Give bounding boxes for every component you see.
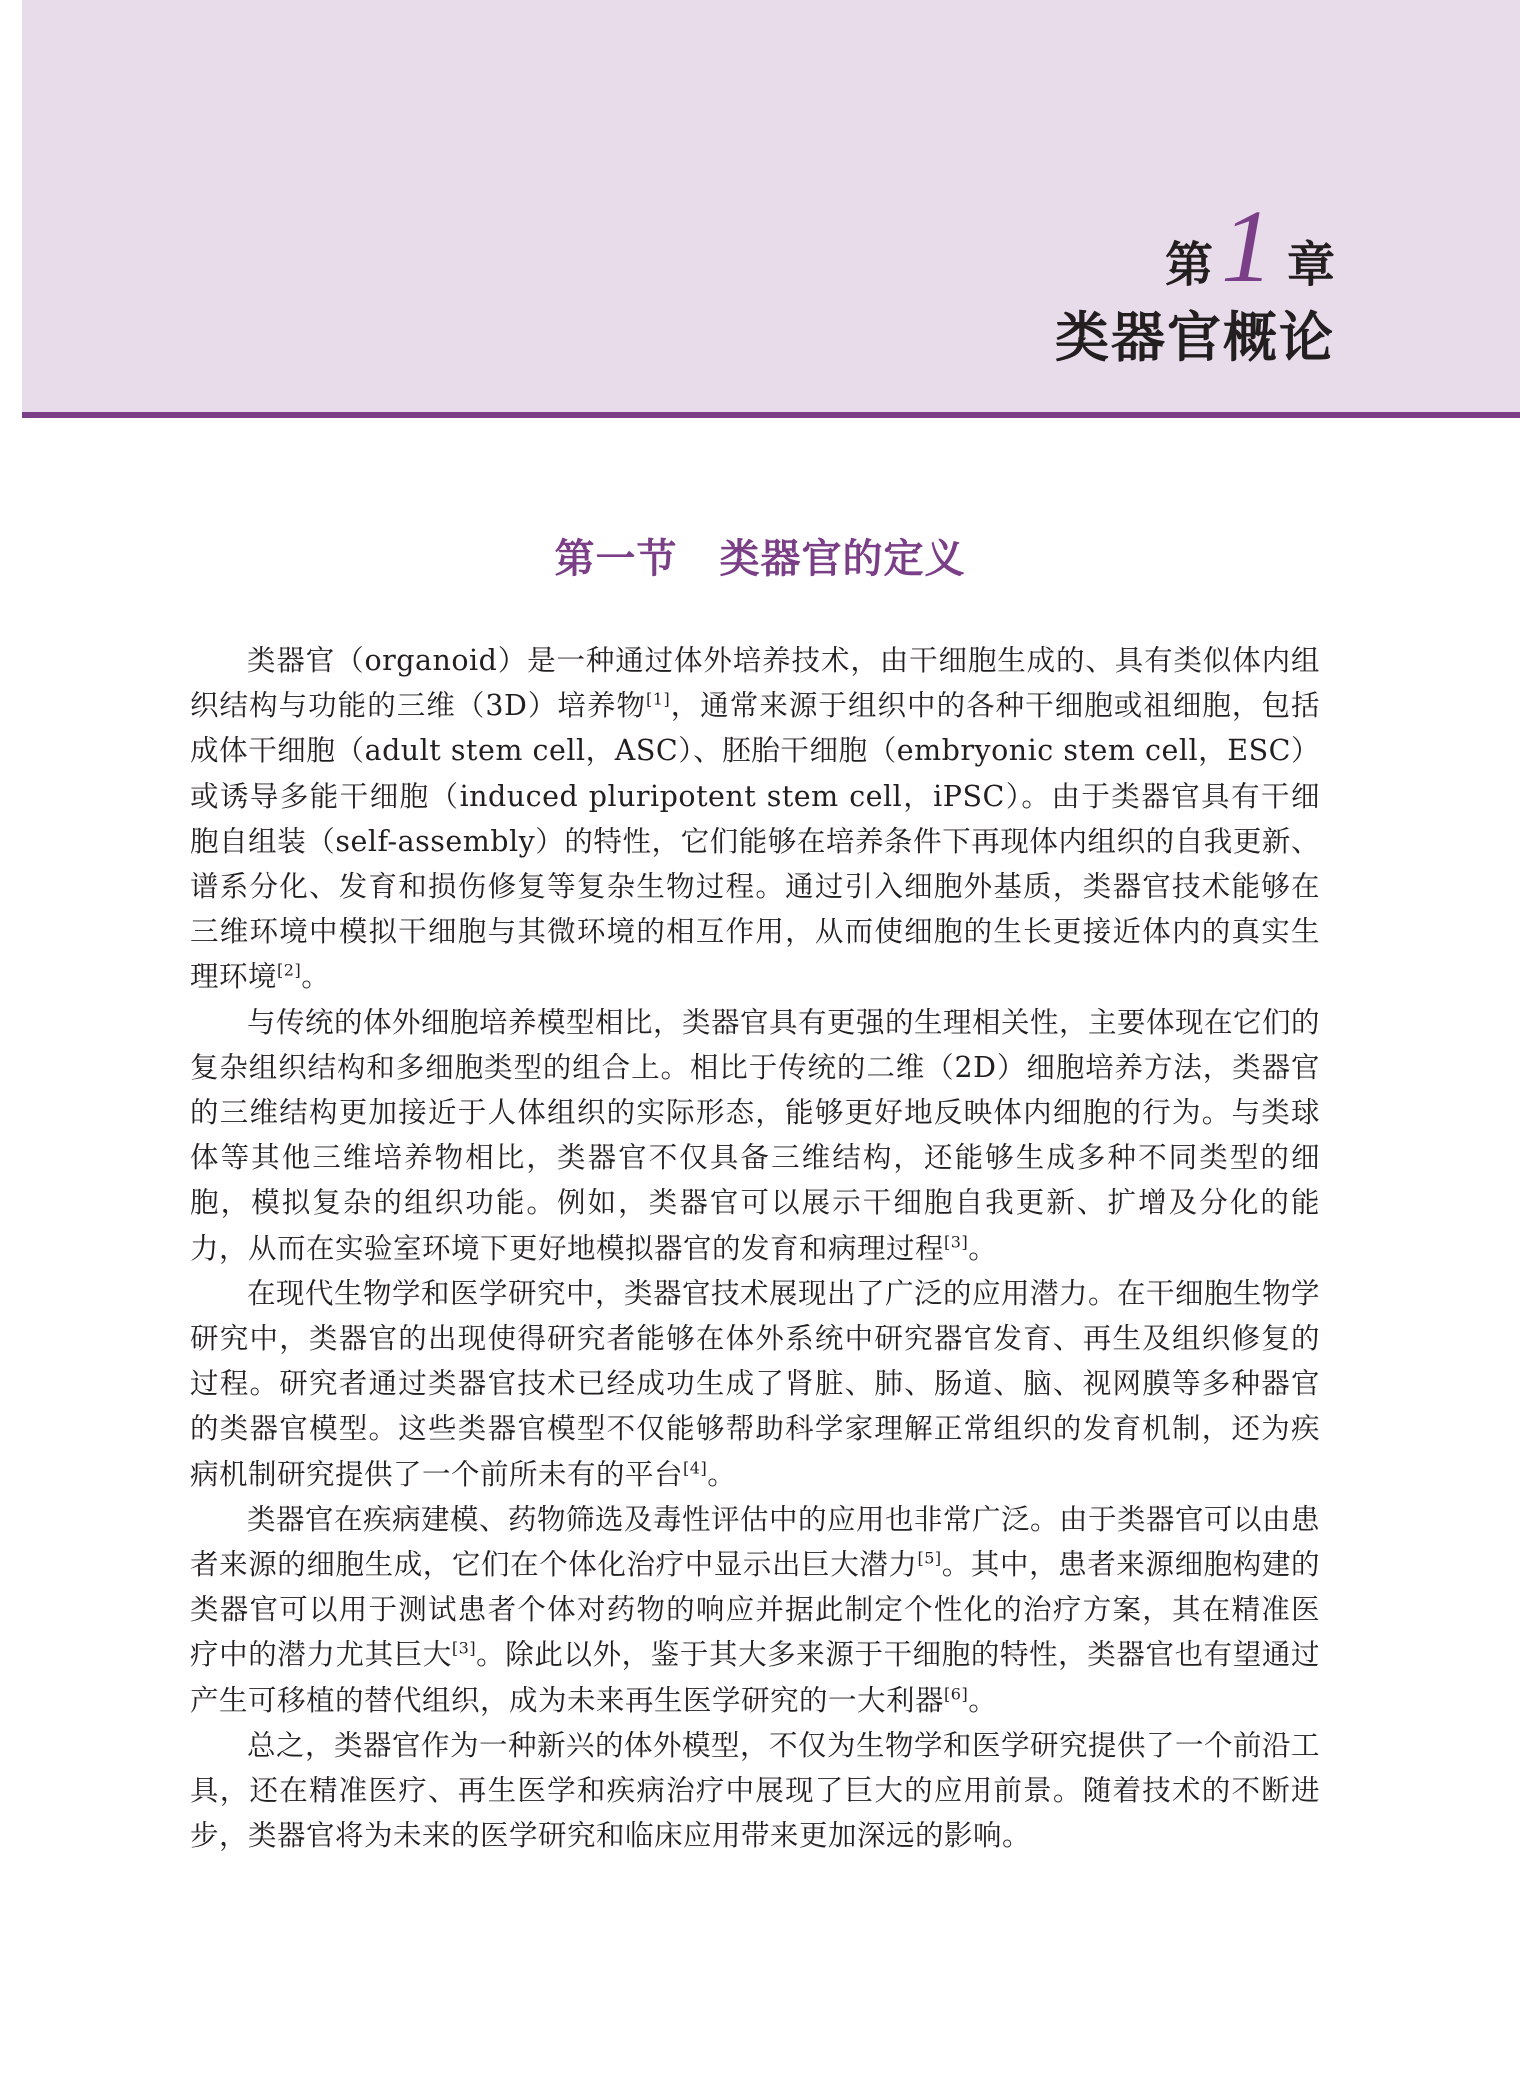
paragraph-text: 。 xyxy=(968,1231,998,1265)
paragraph-text: 总之，类器官作为一种新兴的体外模型，不仅为生物学和医学研究提供了一个前沿工具，还在精准医疗、再生医学和疾病治疗中展现了巨大的应用前景。随着技术的不断进步，类器官将为未来的医学研究和临床应用带来更加深远的影响。 xyxy=(190,1728,1321,1853)
citation-ref: [3] xyxy=(451,1638,477,1658)
citation-ref: [3] xyxy=(944,1232,969,1252)
paragraph-text: 与传统的体外细胞培养模型相比，类器官具有更强的生理相关性，主要体现在它们的复杂组织结构和多细胞类型的组合上。相比于传统的二维（2D）细胞培养方法，类器官的三维结构更加接近于人体组织的实际形态，能够更好地反映体内细胞的行为。与类球体等其他三维培养物相比，类器官不仅具备三维结构，还能够生成多种不同类型的细胞，模拟复杂的组织功能。例如，类器官可以展示干细胞自我更新、扩增及分化的能力，从而在实验室环境下更好地模拟器官的发育和病理过程 xyxy=(190,1005,1321,1265)
paragraph-text: 类器官（organoid）是一种通过体外培养技术，由干细胞生成的、具有类似体内组织结构与功能的三维（3D）培养物 xyxy=(190,644,1320,723)
chapter-heading xyxy=(1055,189,1335,369)
chapter-number-line xyxy=(1055,189,1335,304)
section-title: 类器官的定义 xyxy=(719,536,966,582)
chapter-word-before: 第 xyxy=(1164,237,1213,293)
citation-ref: [4] xyxy=(683,1458,708,1478)
body-paragraph xyxy=(190,1271,1320,1497)
citation-ref: [6] xyxy=(944,1684,969,1704)
paragraph-text: 。 xyxy=(301,960,331,994)
paragraph-text: 。 xyxy=(707,1457,737,1491)
paragraph-text: 在现代生物学和医学研究中，类器官技术展现出了广泛的应用潜力。在干细胞生物学研究中，类器官的出现使得研究者能够在体外系统中研究器官发育、再生及组织修复的过程。研究者通过类器官技术已经成功生成了肾脏、肺、肠道、脑、视网膜等多种器官的类器官模型。这些类器官模型不仅能够帮助科学家理解正常组织的发育机制，还为疾病机制研究提供了一个前所未有的平台 xyxy=(190,1276,1321,1491)
chapter-word-after: 章 xyxy=(1286,237,1335,293)
chapter-number: 1 xyxy=(1220,189,1273,304)
paragraph-text: ，通常来源于组织中的各种干细胞或祖细胞，包括成体干细胞（adult stem cell，ASC）、胚胎干细胞（embryonic stem cell，ESC）或诱导多能干细胞（induced pluripotent stem cell，iPSC）。由于类器官具有干细胞自组装（self-assembly）的特性，它们能够在培养条件下再现体内组织的自我更新、谱系分化、发育和损伤修复等复杂生物过程。通过引入细胞外基质，类器官技术能够在三维环境中模拟干细胞与其微环境的相互作用，从而使细胞的生长更接近体内的真实生理环境 xyxy=(190,689,1320,994)
section-label: 第一节 xyxy=(554,536,678,582)
body-paragraph xyxy=(190,1723,1320,1859)
body-text xyxy=(190,638,1320,1858)
chapter-title: 类器官概论 xyxy=(1055,306,1335,369)
body-paragraph xyxy=(190,1000,1320,1271)
chapter-banner xyxy=(22,0,1520,418)
paragraph-text: 。除此以外，鉴于其大多来源于干细胞的特性，类器官也有望通过产生可移植的替代组织，成为未来再生医学研究的一大利器 xyxy=(190,1638,1320,1717)
paragraph-text: 类器官在疾病建模、药物筛选及毒性评估中的应用也非常广泛。由于类器官可以由患者来源的细胞生成，它们在个体化治疗中显示出巨大潜力 xyxy=(190,1502,1321,1582)
section-heading xyxy=(0,527,1520,584)
citation-ref: [5] xyxy=(917,1548,942,1568)
body-paragraph xyxy=(190,1497,1320,1723)
body-paragraph xyxy=(190,638,1320,1000)
paragraph-text: 。其中，患者来源细胞构建的类器官可以用于测试患者个体对药物的响应并据此制定个性化的治疗方案，其在精准医疗中的潜力尤其巨大 xyxy=(190,1548,1320,1672)
paragraph-text: 。 xyxy=(968,1683,998,1717)
citation-ref: [2] xyxy=(277,960,302,980)
citation-ref: [1] xyxy=(646,689,671,709)
